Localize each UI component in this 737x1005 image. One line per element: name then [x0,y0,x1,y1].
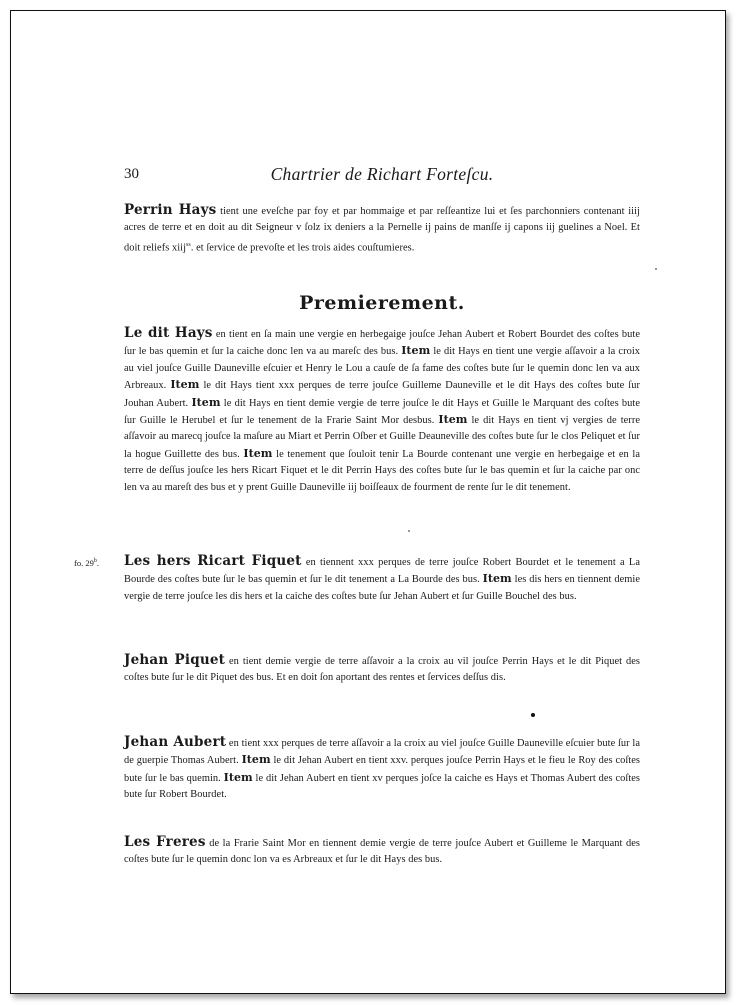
print-speck [531,713,535,717]
print-speck [408,530,410,532]
entry-paragraph [124,652,640,687]
paragraph-text-end: . et ſervice de prevoſte et les trois aides couſtumieres. [190,242,415,254]
item-marker: Item [170,378,200,392]
running-head [124,164,640,188]
item-marker: Item [438,413,468,427]
print-speck [655,268,657,270]
paragraph-text: en tiennent xxx perques de terre jouſce Robert Bourdet et le tenement a La Bourde des coſtes bute ſur le bas quemin et ſur le dit tenement a La Bourde des bus. [124,557,640,586]
page-number: 30 [124,166,139,182]
paragraph-text: tient une eveſche par foy et par hommaige et par reſſeantize lui et ſes parchonniers contenant iiij acres de terre et en doit au dit Seigneur v ſolz ix deniers a la Pernelle ij pains de manſſe ij capons iij guelines a Noel. Et doit reliefs xiij [124,206,640,254]
entry-paragraph [124,553,640,605]
folio-reference: fo. 29 [74,558,94,568]
entry-paragraph [124,734,640,804]
section-heading: Premierement. [299,292,465,314]
paragraph-lead: Jehan Piquet [124,652,226,668]
paragraph-text: le dit Jehan Aubert en tient xv perques joſce la caiche es Hays et Thomas Aubert des coſtes bute ſur Robert Bourdet. [124,772,641,801]
item-marker: Item [482,572,512,586]
paragraph-text: en tient demie vergie de terre aſſavoir a la croix au vil jouſce Perrin Hays et le dit Piquet des coſtes bute ſur le dit Piquet des bus. Et en doit ſon aportant des rentes et ſervices deſſus dis. [124,656,640,684]
paragraph-lead: Jehan Aubert [124,734,227,750]
paragraph-text: le dit Hays tient xxx perques de terre jouſce Guilleme Dauneville et le dit Hays des coſtes bute ſur Jouhan Aubert. [124,380,640,409]
entry-paragraph [124,325,640,496]
superscript: ss [186,241,191,248]
entry-paragraph [124,834,640,869]
paragraph-text: les dis hers en tiennent demie vergie de terre jouſce les dis hers et la caiche des coſtes bute ſur Jehan Aubert et ſur Guille Bouchel des bus. [124,574,640,602]
paragraph-text: le dit Jehan Aubert en tient xxv. perques jouſce Perrin Hays et le fieu le Roy des coſtes bute ſur le bas quemin. [124,755,640,784]
paragraph-lead: Les hers Ricart Fiquet [124,553,302,569]
item-marker: Item [401,344,431,358]
folio-superscript: b [93,558,97,565]
paragraph-lead: Perrin Hays [124,202,217,218]
paragraph-text: en tient en ſa main une vergie en herbegaige jouſce Jehan Aubert et Robert Bourdet des coſtes bute ſur le bas quemin et ſur la caiche donc len va au mareſc des bus. [124,329,641,358]
paragraph-lead: Les Freres [124,834,206,850]
paragraph-lead: Le dit Hays [124,325,213,341]
margin-note: fo. 29$^b$. [74,558,99,568]
intro-paragraph [124,202,640,257]
running-title: Chartrier de Richart Forteſcu. [270,164,494,184]
item-marker: Item [191,395,221,409]
paragraph-text: le dit Hays en tient une vergie aſſavoir a la croix au viel jouſce Guille Dauneville eſcuier et Henry le Lou a cauſe de ſa fame des coſtes bute ſur le quemin donc len va aux Arbreaux. [124,346,641,392]
paragraph-text: le dit Hays en tient vj vergies de terre aſſavoir au marecq jouſce la maſure au Miart et Perrin Oſber et Guille Deauneville des coſtes bute ſur le clos Peliquet et ſur la hogue Guillette des bus. [124,415,640,460]
paragraph-text: de la Frarie Saint Mor en tiennent demie vergie de terre jouſce Aubert et Guilleme le Marquant des coſtes bute ſur le quemin donc lon va es Arbreaux et ſur le dit Hays des bus. [124,838,641,866]
paragraph-text: le tenement que ſouloit tenir La Bourde contenant une vergie en herbegaige et en la terre de deſſus jouſce les hers Ricart Fiquet et le dit Perrin Hays des coſtes bute ſur le bas quemin et ſur la caiche par onc len va au mareſt des bus et y prent Guille Dauneville iij boiſſeaux de fourment de rente ſur le dit tenement. [124,448,640,493]
item-marker: Item [241,753,271,767]
paragraph-text: en tient xxx perques de terre aſſavoir a la croix au viel jouſce Guille Dauneville eſcuier bute ſur la de guerpie Thomas Aubert. [124,738,640,767]
item-marker: Item [243,446,273,460]
paragraph-text: le dit Hays en tient demie vergie de terre jouſce le dit Hays et Guille le Marquant des coſtes bute ſur Guille le Herubel et ſur le tenement de la Frarie Saint Mor desbus. [124,397,640,427]
item-marker: Item [223,770,253,784]
